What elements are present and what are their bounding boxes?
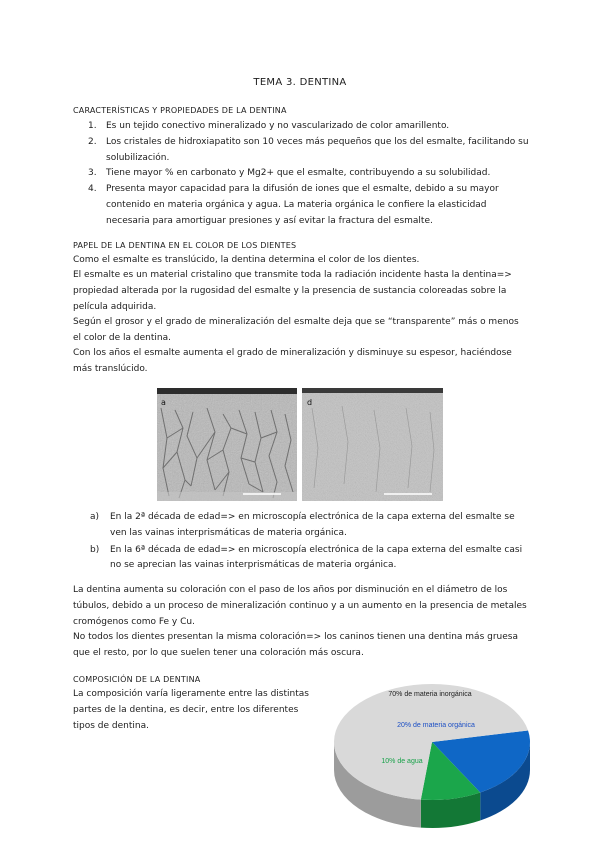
paragraph: No todos los dientes presentan la misma coloración=> los caninos tienen una dentina más gruesa que el resto, por lo que suelen tener una coloración más oscura. — [73, 632, 518, 658]
paragraph: Como el esmalte es translúcido, la dentina determina el color de los dientes. — [73, 255, 420, 265]
characteristics-list — [73, 119, 533, 230]
paragraph: El esmalte es un material cristalino que transmite toda la radiación incidente hasta la dentina=> propiedad alterada por la rugosidad del esmalte y la presencia de sustancia coloreadas sobre la película adquirida. — [73, 270, 512, 312]
caption-text: En la 2ª década de edad=> en microscopía electrónica de la capa externa del esmalte se ven las vainas interprismáticas de materia orgánica. — [110, 512, 515, 538]
list-number: 1. — [88, 121, 97, 131]
caption-label: a) — [90, 512, 100, 522]
list-text: Es un tejido conectivo mineralizado y no vascularizado de color amarillento. — [106, 121, 450, 131]
caption-item — [73, 543, 533, 575]
paragraph: La dentina aumenta su coloración con el paso de los años por disminución en el diámetro de los túbulos, debido a un proceso de mineralización continuo y a un aumento en la presencia de metales cromógenos como Fe y Cu. — [73, 585, 527, 627]
pie-label: 70% de materia inorgánica — [388, 691, 472, 698]
panel-label-a: a — [161, 398, 166, 407]
list-text: Tiene mayor % en carbonato y Mg2+ que el esmalte, contribuyendo a su solubilidad. — [106, 168, 491, 179]
list-item — [73, 166, 533, 182]
list-item — [73, 182, 533, 229]
list-item — [73, 119, 533, 135]
list-text: Presenta mayor capacidad para la difusión de iones que el esmalte, debido a su mayor contenido en materia orgánica y agua. La materia orgánica le confiere la elasticidad necesaria para amortiguar presiones y así evitar la fractura del esmalte. — [106, 184, 499, 226]
list-number: 2. — [88, 136, 97, 147]
pie-label: 10% de agua — [381, 758, 423, 765]
paragraph: Con los años el esmalte aumenta el grado de mineralización y disminuye su espesor, haciéndose más translúcido. — [73, 348, 512, 374]
composition-pie-chart — [330, 680, 535, 830]
micrograph-panel-a — [157, 388, 297, 501]
pie-top — [334, 684, 530, 800]
heading-caracteristicas: CARACTERÍSTICAS Y PROPIEDADES DE LA DENTINA — [73, 106, 287, 115]
paragraph: La composición varía ligeramente entre las distintas partes de la dentina, es decir, entre los diferentes tipos de dentina. — [73, 689, 309, 731]
list-number: 3. — [88, 168, 97, 179]
list-text: Los cristales de hidroxiapatito son 10 veces más pequeños que los del esmalte, facilitando su solubilización. — [106, 136, 529, 163]
panel-label-d: d — [307, 398, 313, 407]
micrograph-panel-d — [302, 388, 443, 501]
figure-captions — [73, 510, 533, 575]
paragraph: Según el grosor y el grado de mineralización del esmalte deja que se “transparente” más o menos el color de la dentina. — [73, 317, 519, 343]
list-item — [73, 135, 533, 167]
heading-composicion: COMPOSICIÓN DE LA DENTINA — [73, 675, 201, 684]
caption-label: b) — [90, 544, 100, 555]
list-number: 4. — [88, 184, 97, 195]
heading-papel: PAPEL DE LA DENTINA EN EL COLOR DE LOS DIENTES — [73, 241, 297, 250]
caption-text: En la 6ª década de edad=> en microscopía electrónica de la capa externa del esmalte casi no se aprecian las vainas interprismáticas de materia orgánica. — [110, 544, 523, 571]
pie-label: 20% de materia orgánica — [397, 722, 475, 729]
page-title: TEMA 3. DENTINA — [253, 77, 347, 88]
caption-item — [73, 510, 533, 542]
